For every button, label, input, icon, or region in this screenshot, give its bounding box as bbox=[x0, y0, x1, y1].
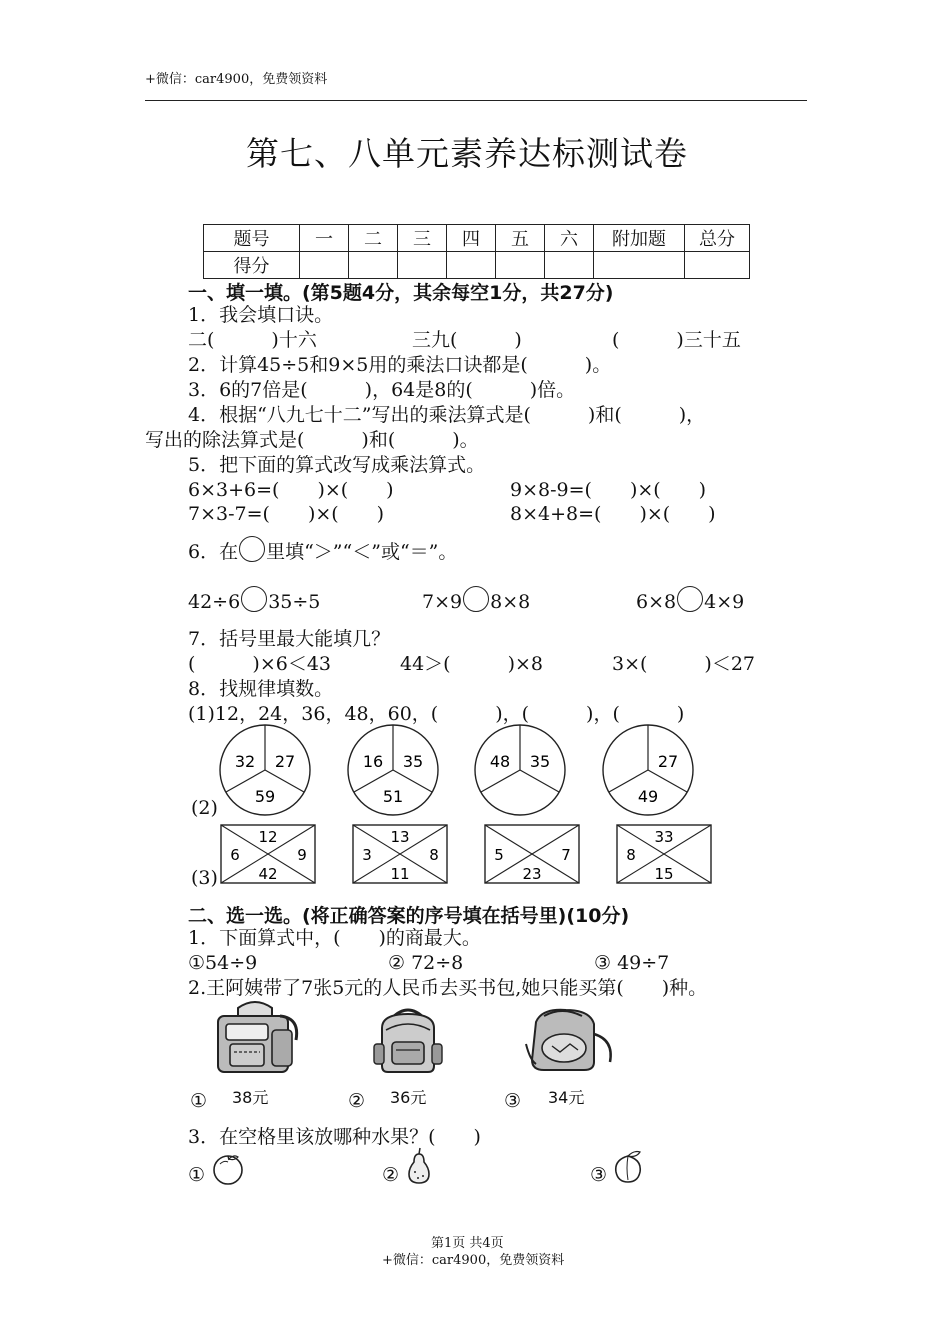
s2-q3-option-mark: ① bbox=[188, 1164, 206, 1186]
q8-circle-diagrams bbox=[215, 722, 715, 822]
q8-part1: (1)12，24，36，48，60，( )，( )，( ) bbox=[188, 703, 685, 725]
score-cell: 三 bbox=[398, 225, 447, 252]
circle-value: 35 bbox=[529, 752, 551, 771]
compare-circle-icon bbox=[239, 536, 265, 562]
box-value: 11 bbox=[390, 865, 410, 883]
score-cell[interactable] bbox=[496, 252, 545, 279]
circle-value: 35 bbox=[402, 752, 424, 771]
pattern-box bbox=[617, 825, 711, 883]
score-table bbox=[203, 224, 750, 279]
circle-value: 16 bbox=[362, 752, 384, 771]
q1-item-c: ( )三十五 bbox=[612, 329, 741, 351]
s2-q2-option-mark: ③ bbox=[504, 1090, 522, 1112]
score-cell[interactable] bbox=[685, 252, 750, 279]
box-value: 5 bbox=[494, 846, 504, 864]
box-value: 8 bbox=[626, 846, 636, 864]
pattern-box bbox=[485, 825, 579, 883]
q7-item-b: 44＞( )×8 bbox=[400, 653, 544, 675]
pattern-circle-divider bbox=[481, 770, 520, 792]
page-title: 第七、八单元素养达标测试卷 bbox=[246, 134, 688, 173]
score-cell: 四 bbox=[447, 225, 496, 252]
s2-q2-price: 36元 bbox=[390, 1088, 427, 1107]
q8-box-diagrams bbox=[215, 823, 715, 887]
q1-text: 1．我会填口诀。 bbox=[188, 304, 334, 326]
box-value: 6 bbox=[230, 846, 240, 864]
box-value: 8 bbox=[429, 846, 439, 864]
s2-q1-option: ② 72÷8 bbox=[388, 952, 464, 974]
q6-item-right: 4×9 bbox=[704, 591, 745, 613]
score-cell[interactable] bbox=[594, 252, 685, 279]
score-cell: 得分 bbox=[204, 252, 300, 279]
circle-value: 48 bbox=[489, 752, 511, 771]
q8-text: 8．找规律填数。 bbox=[188, 678, 334, 700]
box-value: 42 bbox=[258, 865, 278, 883]
q5-item-b: 9×8-9=( )×( ) bbox=[510, 479, 707, 501]
q4-text-line2: 写出的除法算式是( )和( )。 bbox=[145, 429, 479, 451]
score-cell[interactable] bbox=[398, 252, 447, 279]
score-table-score-row bbox=[204, 252, 750, 279]
pattern-circle bbox=[348, 725, 438, 815]
page-number: 第1页 共4页 bbox=[431, 1236, 504, 1251]
compare-circle[interactable] bbox=[241, 586, 267, 612]
score-cell: 题号 bbox=[204, 225, 300, 252]
compare-circle[interactable] bbox=[677, 586, 703, 612]
peach-icon bbox=[610, 1148, 646, 1184]
q7-item-c: 3×( )＜27 bbox=[612, 653, 756, 675]
s2-q1-text: 1．下面算式中，( )的商最大。 bbox=[188, 927, 481, 949]
q1-item-b: 三九( ) bbox=[412, 329, 522, 351]
backpack-3-icon bbox=[522, 1004, 618, 1076]
pattern-circle bbox=[603, 725, 693, 815]
q5-item-c: 7×3-7=( )×( ) bbox=[188, 503, 385, 525]
box-value: 33 bbox=[654, 828, 674, 846]
q6-item-right: 35÷5 bbox=[268, 591, 321, 613]
score-cell: 六 bbox=[545, 225, 594, 252]
s2-q2-option-mark: ① bbox=[190, 1090, 208, 1112]
section2-heading: 二、选一选。(将正确答案的序号填在括号里)(10分) bbox=[188, 905, 630, 927]
pear-icon bbox=[403, 1146, 435, 1186]
pattern-circle bbox=[475, 725, 565, 815]
q5-text: 5．把下面的算式改写成乘法算式。 bbox=[188, 454, 486, 476]
q6-item bbox=[422, 586, 530, 614]
score-cell: 二 bbox=[349, 225, 398, 252]
score-cell: 附加题 bbox=[594, 225, 685, 252]
score-cell: 总分 bbox=[685, 225, 750, 252]
q5-item-a: 6×3+6=( )×( ) bbox=[188, 479, 394, 501]
backpack-2-icon bbox=[372, 1004, 444, 1076]
score-cell[interactable] bbox=[545, 252, 594, 279]
q6-text bbox=[188, 536, 457, 564]
circle-value: 51 bbox=[382, 787, 404, 806]
score-cell[interactable] bbox=[349, 252, 398, 279]
q6-item-left: 6×8 bbox=[636, 591, 677, 613]
apple-icon bbox=[210, 1150, 246, 1186]
q6-item-left: 42÷6 bbox=[188, 591, 241, 613]
q6-item bbox=[636, 586, 744, 614]
circle-value: 27 bbox=[274, 752, 296, 771]
footer-watermark: +微信：car4900，免费领资料 bbox=[382, 1253, 565, 1268]
box-value: 13 bbox=[390, 828, 410, 846]
pattern-box bbox=[221, 825, 315, 883]
s2-q2-price: 38元 bbox=[232, 1088, 269, 1107]
box-value: 23 bbox=[522, 865, 542, 883]
q7-text: 7．括号里最大能填几？ bbox=[188, 628, 391, 650]
box-value: 15 bbox=[654, 865, 674, 883]
pattern-box bbox=[353, 825, 447, 883]
section1-heading: 一、填一填。(第5题4分，其余每空1分，共27分) bbox=[188, 282, 614, 304]
s2-q3-option-mark: ② bbox=[382, 1164, 400, 1186]
pattern-circle bbox=[220, 725, 310, 815]
q4-text-line1: 4．根据“八九七十二”写出的乘法算式是( )和( )， bbox=[188, 404, 706, 426]
score-cell: 五 bbox=[496, 225, 545, 252]
q6-item-right: 8×8 bbox=[490, 591, 531, 613]
score-table-header-row bbox=[204, 225, 750, 252]
score-cell[interactable] bbox=[447, 252, 496, 279]
circle-value: 49 bbox=[637, 787, 659, 806]
q5-item-d: 8×4+8=( )×( ) bbox=[510, 503, 716, 525]
s2-q1-option: ①54÷9 bbox=[188, 952, 258, 974]
box-value: 3 bbox=[362, 846, 372, 864]
q1-item-a: 二( )十六 bbox=[188, 329, 317, 351]
circle-value: 27 bbox=[657, 752, 679, 771]
circle-value: 59 bbox=[254, 787, 276, 806]
q3-text: 3．6的7倍是( )，64是8的( )倍。 bbox=[188, 379, 576, 401]
s2-q1-option: ③ 49÷7 bbox=[594, 952, 670, 974]
header-rule bbox=[145, 100, 807, 101]
circle-value: 32 bbox=[234, 752, 256, 771]
backpack-1-icon bbox=[210, 1000, 300, 1080]
q7-item-a: ( )×6＜43 bbox=[188, 653, 332, 675]
q6-text-pre: 6．在 bbox=[188, 541, 239, 563]
q6-text-post: 里填“＞”“＜”或“＝”。 bbox=[266, 541, 458, 563]
compare-circle[interactable] bbox=[463, 586, 489, 612]
q8-part3-label: (3) bbox=[191, 867, 218, 889]
q2-text: 2．计算45÷5和9×5用的乘法口诀都是( )。 bbox=[188, 354, 612, 376]
pattern-circle-divider bbox=[520, 770, 559, 792]
s2-q2-option-mark: ② bbox=[348, 1090, 366, 1112]
box-value: 12 bbox=[258, 828, 278, 846]
header-watermark: +微信：car4900，免费领资料 bbox=[145, 72, 328, 87]
q6-item bbox=[188, 586, 320, 614]
box-value: 9 bbox=[297, 846, 307, 864]
s2-q2-price: 34元 bbox=[548, 1088, 585, 1107]
s2-q3-option-mark: ③ bbox=[590, 1164, 608, 1186]
s2-q2-text: 2.王阿姨带了7张5元的人民币去买书包,她只能买第( )种。 bbox=[188, 977, 708, 999]
score-cell: 一 bbox=[300, 225, 349, 252]
box-value: 7 bbox=[561, 846, 571, 864]
s2-q3-text: 3．在空格里该放哪种水果？( ) bbox=[188, 1126, 481, 1148]
q8-part2-label: (2) bbox=[191, 797, 218, 819]
score-cell[interactable] bbox=[300, 252, 349, 279]
q6-item-left: 7×9 bbox=[422, 591, 463, 613]
